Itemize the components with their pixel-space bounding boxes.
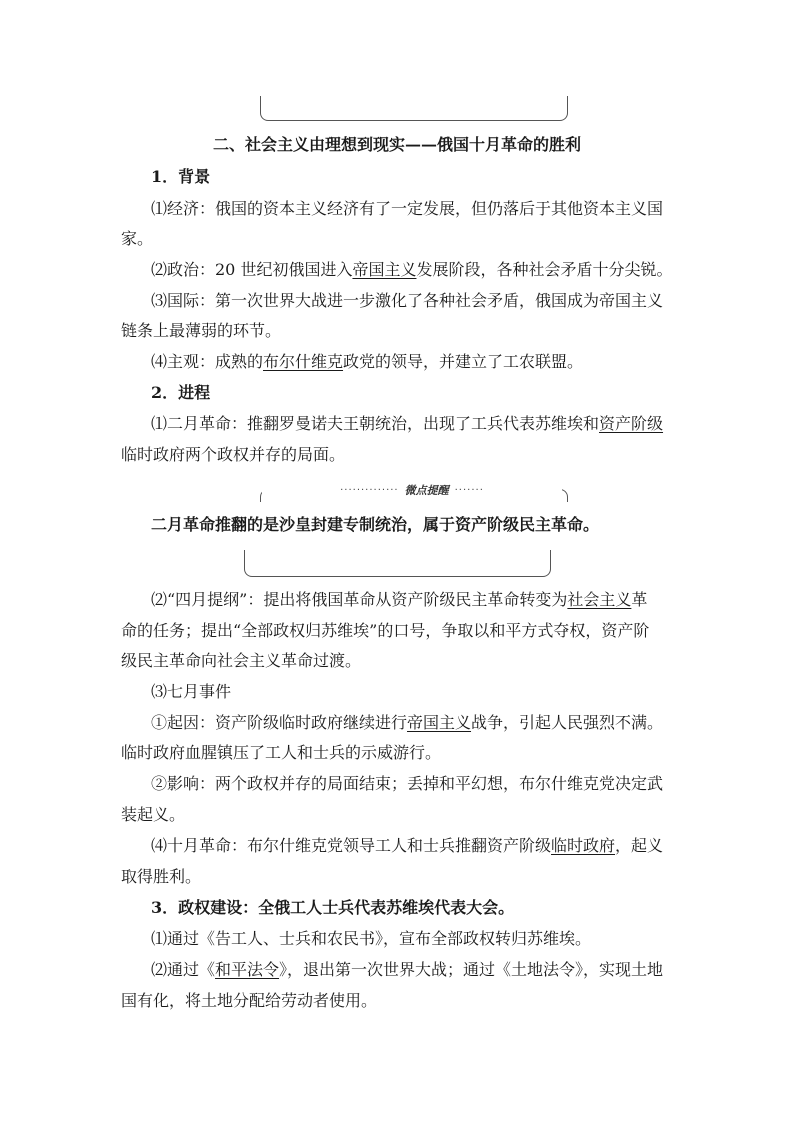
economy-line-1: ⑴经济：俄国的资本主义经济有了一定发展，但仍落后于其他资本主义国: [151, 199, 664, 218]
background-title: 1．背景: [151, 167, 211, 186]
april-underlined: 社会主义: [567, 590, 632, 609]
july-impact-line-2: 装起义。: [121, 805, 186, 824]
cause-text: ①起因：资产阶级临时政府继续进行: [151, 713, 408, 732]
subjective-line: [151, 351, 711, 373]
october-line-1: [151, 835, 711, 857]
april-text-2: 革: [631, 590, 648, 609]
july-title: ⑶七月事件: [151, 682, 232, 701]
july-impact-line-1: ②影响：两个政权并存的局面结束；丢掉和平幻想，布尔什维克党决定武: [151, 774, 664, 793]
subjective-text-2: 政党的领导，并建立了工农联盟。: [343, 352, 584, 371]
cause-text-2: 战争，引起人民强烈不满。: [471, 713, 664, 732]
july-cause-line-1: [151, 712, 711, 734]
july-cause-line-2: 临时政府血腥镇压了工人和士兵的示威游行。: [121, 743, 442, 762]
regime-item-2-line-2: 国有化，将土地分配给劳动者使用。: [121, 991, 378, 1010]
regime-title: 3．政权建设：全俄工人士兵代表苏维埃代表大会。: [151, 898, 515, 917]
international-line-2: 链条上最薄弱的环节。: [121, 321, 282, 340]
regime-item-2-line-1: [151, 959, 711, 981]
february-underlined: 资产阶级: [599, 414, 664, 433]
october-line-2: 取得胜利。: [121, 867, 202, 886]
section-heading: 二、社会主义由理想到现实——俄国十月革命的胜利: [212, 135, 581, 154]
subjective-underlined: 布尔什维克: [263, 352, 344, 371]
tip-box-bottom: [244, 550, 551, 577]
february-text: ⑴二月革命：推翻罗曼诺夫王朝统治，出现了工兵代表苏维埃和: [151, 414, 600, 433]
october-text: ⑷十月革命：布尔什维克党领导工人和士兵推翻资产阶级: [151, 836, 552, 855]
tip-text: 二月革命推翻的是沙皇封建专制统治，属于资产阶级民主革命。: [151, 515, 600, 534]
regime-item-2-text-2: 》，退出第一次世界大战；通过《土地法令》，实现土地: [279, 960, 664, 979]
tip-dots-left: ··············: [340, 484, 399, 496]
economy-line-2: 家。: [121, 229, 154, 248]
process-title: 2．进程: [151, 383, 211, 402]
politics-underlined: 帝国主义: [352, 260, 417, 279]
april-line-2: 命的任务；提出“全部政权归苏维埃”的口号，争取以和平方式夺权，资产阶: [121, 621, 650, 640]
politics-text-2: 发展阶段，各种社会矛盾十分尖锐。: [416, 260, 673, 279]
regime-item-2-underlined: 和平法令: [215, 960, 280, 979]
politics-line: [151, 259, 711, 281]
april-line-3: 级民主革命向社会主义革命过渡。: [121, 651, 362, 670]
subjective-text: ⑷主观：成熟的: [151, 352, 264, 371]
cause-underlined: 帝国主义: [407, 713, 472, 732]
politics-text: ⑵政治：20 世纪初俄国进入: [151, 260, 353, 279]
april-text: ⑵“四月提纲”：提出将俄国革命从资产阶级民主革命转变为: [151, 590, 568, 609]
international-line-1: ⑶国际：第一次世界大战进一步激化了各种社会矛盾，俄国成为帝国主义: [151, 291, 664, 310]
february-line-2: 临时政府两个政权并存的局面。: [121, 445, 346, 464]
october-underlined: 临时政府: [551, 836, 616, 855]
tip-title: 微点提醒: [404, 484, 449, 497]
regime-item-1: ⑴通过《告工人、士兵和农民书》，宣布全部政权转归苏维埃。: [151, 929, 592, 948]
april-line-1: [151, 589, 711, 611]
october-text-2: ，起义: [615, 836, 664, 855]
february-line-1: [151, 413, 711, 435]
regime-item-2-text: ⑵通过《: [151, 960, 216, 979]
tip-label: [262, 480, 562, 500]
previous-box-bottom: [260, 96, 568, 121]
tip-dots-right: ·······: [454, 484, 484, 496]
